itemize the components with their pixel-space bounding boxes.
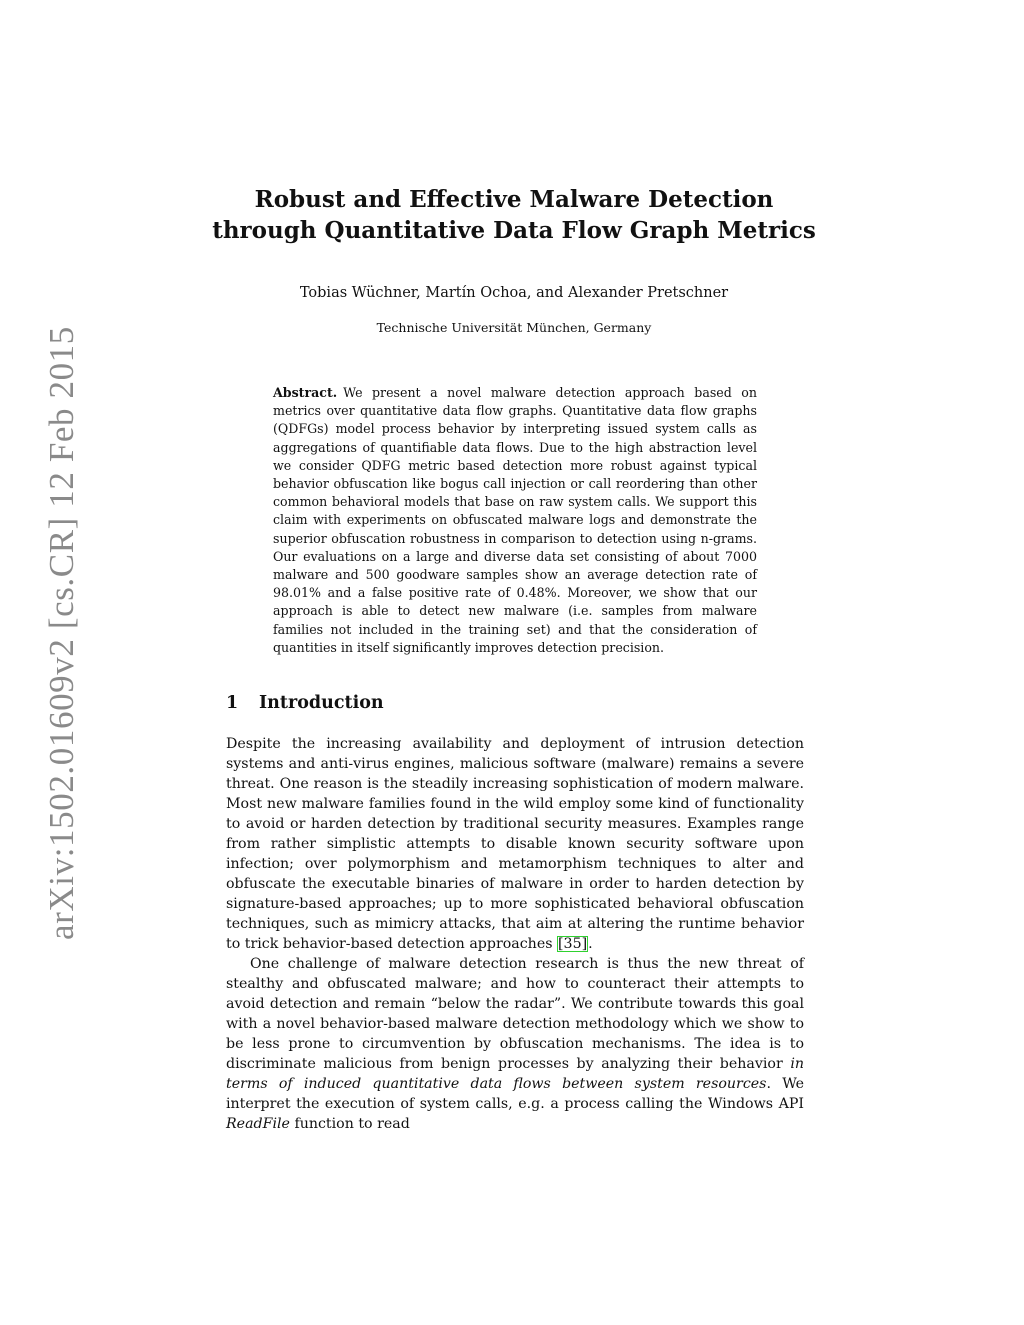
paragraph-1-end: .: [588, 936, 593, 952]
arxiv-identifier-sidebar: arXiv:1502.01609v2 [cs.CR] 12 Feb 2015: [42, 326, 81, 940]
paragraph-2-emphasis-readfile: ReadFile: [226, 1116, 290, 1132]
title-line-2: through Quantitative Data Flow Graph Metrics: [212, 217, 816, 244]
paragraph-1: [226, 734, 804, 954]
introduction-body: [226, 734, 804, 1134]
paper-title: [180, 184, 848, 246]
section-heading-introduction: [226, 692, 384, 714]
abstract-text: We present a novel malware detection approach based on metrics over quantitative data flow graphs. Quantitative data flow graphs (QDFGs) model process behavior by interpreting issued system calls as aggregations of quantifiable data flows. Due to the high abstraction level we consider QDFG metric based detection more robust against typical behavior obfuscation like bogus call injection or call reordering than other common behavioral models that base on raw system calls. We support this claim with experiments on obfuscated malware logs and demonstrate the superior obfuscation robustness in comparison to detection using n-grams. Our evaluations on a large and diverse data set consisting of about 7000 malware and 500 goodware samples show an average detection rate of 98.01% and a false positive rate of 0.48%. Moreover, we show that our approach is able to detect new malware (i.e. samples from malware families not included in the training set) and that the consideration of quantities in itself significantly improves detection precision.: [273, 385, 757, 655]
author-list: Tobias Wüchner, Martín Ochoa, and Alexander Pretschner: [299, 285, 729, 301]
paragraph-2-emphasis-1: in terms of induced quantitative data flows between system resources: [226, 1056, 804, 1092]
paragraph-2-part-1: One challenge of malware detection research is thus the new threat of stealthy and obfuscated malware; and how to counteract their attempts to avoid detection and remain “below the radar”. We contribute towards this goal with a novel behavior-based malware detection methodology which we show to be less prone to circumvention by obfuscation mechanisms. The idea is to discriminate malicious from benign processes by analyzing their behavior: [226, 956, 804, 1072]
author-affiliation: Technische Universität München, Germany: [376, 320, 652, 335]
paragraph-2: [226, 954, 804, 1134]
abstract-label: Abstract.: [273, 385, 338, 400]
title-line-1: Robust and Effective Malware Detection: [254, 186, 774, 213]
paragraph-1-text: Despite the increasing availability and deployment of intrusion detection systems and anti-virus engines, malicious software (malware) remains a severe threat. One reason is the steadily increasing sophistication of modern malware. Most new malware families found in the wild employ some kind of functionality to avoid or harden detection by traditional security measures. Examples range from rather simplistic attempts to disable known security software upon infection; over polymorphism and metamorphism techniques to alter and obfuscate the executable binaries of malware in order to harden detection by signature-based approaches; up to more sophisticated behavioral obfuscation techniques, such as mimicry attacks, that aim at altering the runtime behavior to trick behavior-based detection approaches: [226, 736, 804, 952]
paragraph-2-part-3: function to read: [289, 1116, 410, 1132]
section-title: Introduction: [259, 693, 384, 713]
section-number: 1: [226, 693, 239, 713]
citation-link-35[interactable]: [35]: [558, 936, 588, 952]
paragraph-2-part-2: . We interpret the execution of system calls, e.g. a process calling the Windows API: [226, 1076, 805, 1112]
abstract: [273, 384, 757, 657]
